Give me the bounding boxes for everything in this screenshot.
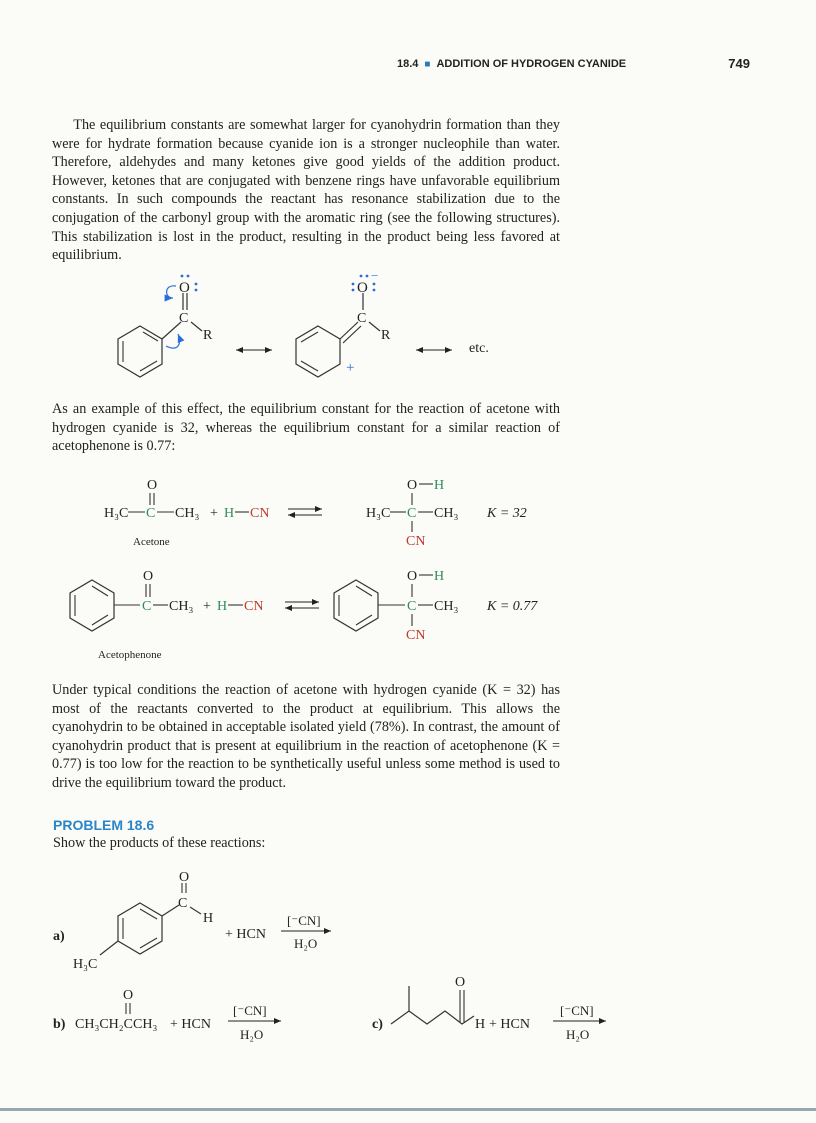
svg-text:C: C: [178, 896, 188, 911]
svg-text:C: C: [146, 506, 156, 521]
svg-text:CH₃: CH₃: [175, 506, 200, 521]
benzene-ring-4: [334, 580, 378, 631]
r-group: R: [203, 328, 213, 343]
svg-text:CN: CN: [406, 628, 426, 643]
svg-text:+: +: [203, 599, 211, 614]
problem-instruction: Show the products of these reactions:: [53, 835, 266, 851]
bottom-rule: [0, 1108, 816, 1111]
problem-c-label: c): [372, 1017, 383, 1032]
svg-text:+ HCN: + HCN: [489, 1017, 530, 1032]
svg-text:H: H: [224, 506, 235, 521]
svg-text:H: H: [217, 599, 228, 614]
benzene-ring-5: [118, 903, 162, 954]
k-value-acetone: K = 32: [487, 506, 527, 521]
svg-text:[⁻CN]: [⁻CN]: [233, 1003, 267, 1018]
benzene-ring-3: [70, 580, 114, 631]
svg-text:O: O: [407, 569, 418, 584]
svg-text:+: +: [210, 506, 218, 521]
svg-text:R: R: [381, 328, 391, 343]
benzene-ring-1: [118, 326, 162, 377]
problem-a-label: a): [53, 929, 65, 944]
benzene-ring-2: [296, 326, 340, 377]
svg-text:O: O: [123, 988, 134, 1003]
acetone-label: Acetone: [133, 536, 170, 548]
svg-text:O: O: [179, 870, 190, 885]
curved-arrow-icon: [166, 334, 180, 348]
section-number: 18.4: [397, 58, 419, 70]
svg-text:CN: CN: [244, 599, 264, 614]
positive-charge: +: [346, 360, 355, 376]
svg-text:O: O: [147, 478, 158, 493]
page-number: 749: [728, 56, 750, 71]
negative-charge: −: [371, 268, 379, 283]
svg-text:CN: CN: [250, 506, 270, 521]
svg-text:C: C: [407, 506, 417, 521]
svg-text:H₂O: H₂O: [294, 936, 318, 951]
svg-text:H₃C: H₃C: [73, 957, 98, 972]
paragraph-1: The equilibrium constants are somewhat larger for cyanohydrin formation than they were for hydrate formation because cyanide ion is a stronger nucleophile than water. Therefore, aldehydes and many ketones give good yields of the addition product. However, ketones that are conjugated with benzene rings have unfavorable equilibrium constants. In such compounds the reactant has resonance stabilization due to the conjugation of the carbonyl group with the aromatic ring (see the following structures). This stabilization is lost in the product, resulting in the product being less favored at equilibrium.: [52, 117, 560, 264]
svg-text:O: O: [143, 569, 154, 584]
resonance-structure-2: [296, 268, 391, 377]
paragraph-2: As an example of this effect, the equilibrium constant for the reaction of acetone with hydrogen cyanide is 32, whereas the equilibrium constant for a similar reaction of acetophenone is 0.77:: [52, 401, 560, 455]
acetophenone-label: Acetophenone: [98, 649, 162, 661]
problem-b-label: b): [53, 1017, 66, 1032]
skeletal-chain: [391, 1011, 474, 1024]
problem-b: [53, 988, 281, 1042]
svg-text:O: O: [407, 478, 418, 493]
svg-text:+ HCN: + HCN: [225, 927, 266, 942]
oxygen-atom: O: [179, 280, 190, 296]
svg-text:+ HCN: + HCN: [170, 1017, 211, 1032]
svg-text:C: C: [142, 599, 152, 614]
svg-text:H: H: [203, 911, 214, 926]
acetophenone-reaction: [70, 569, 538, 661]
resonance-structure-1: [118, 275, 213, 377]
svg-text:C: C: [357, 311, 367, 326]
problem-title: PROBLEM 18.6: [53, 817, 155, 833]
svg-text:H₃C: H₃C: [104, 506, 129, 521]
carbon-atom: C: [179, 311, 189, 326]
svg-text:H₂O: H₂O: [240, 1027, 264, 1042]
svg-text:CH₃: CH₃: [434, 599, 459, 614]
section-title: ADDITION OF HYDROGEN CYANIDE: [436, 58, 627, 70]
svg-text:H₃C: H₃C: [366, 506, 391, 521]
svg-text:H: H: [434, 478, 445, 493]
svg-text:C: C: [407, 599, 417, 614]
svg-text:O: O: [455, 975, 466, 990]
svg-text:H: H: [475, 1017, 486, 1032]
svg-text:CN: CN: [406, 534, 426, 549]
etc-label: etc.: [469, 341, 489, 356]
k-value-acetophenone: K = 0.77: [487, 599, 538, 614]
svg-text:O: O: [357, 280, 368, 296]
svg-text:[⁻CN]: [⁻CN]: [560, 1003, 594, 1018]
svg-text:CH₃: CH₃: [434, 506, 459, 521]
svg-text:H: H: [434, 569, 445, 584]
acetone-reaction: [104, 478, 527, 549]
paragraph-3: Under typical conditions the reaction of acetone with hydrogen cyanide (K = 32) has most of the reactants converted to the product at equilibrium. This allows the cyanohydrin to be obtained in acceptable isolated yield (78%). In contrast, the amount of cyanohydrin product that is present at equilibrium in the reaction of acetophenone (K = 0.77) is too low for the reaction to be synthetically useful unless some method is used to drive the equilibrium toward the product.: [52, 682, 560, 791]
problem-a: [53, 870, 331, 972]
svg-text:H₂O: H₂O: [566, 1027, 590, 1042]
problem-c: [372, 975, 606, 1042]
svg-text:CH₃CH₂CCH₃: CH₃CH₂CCH₃: [75, 1017, 158, 1032]
curved-arrow-icon: [167, 286, 176, 298]
svg-text:CH₃: CH₃: [169, 599, 194, 614]
bullet-square-icon: ■: [424, 59, 431, 70]
svg-text:[⁻CN]: [⁻CN]: [287, 913, 321, 928]
